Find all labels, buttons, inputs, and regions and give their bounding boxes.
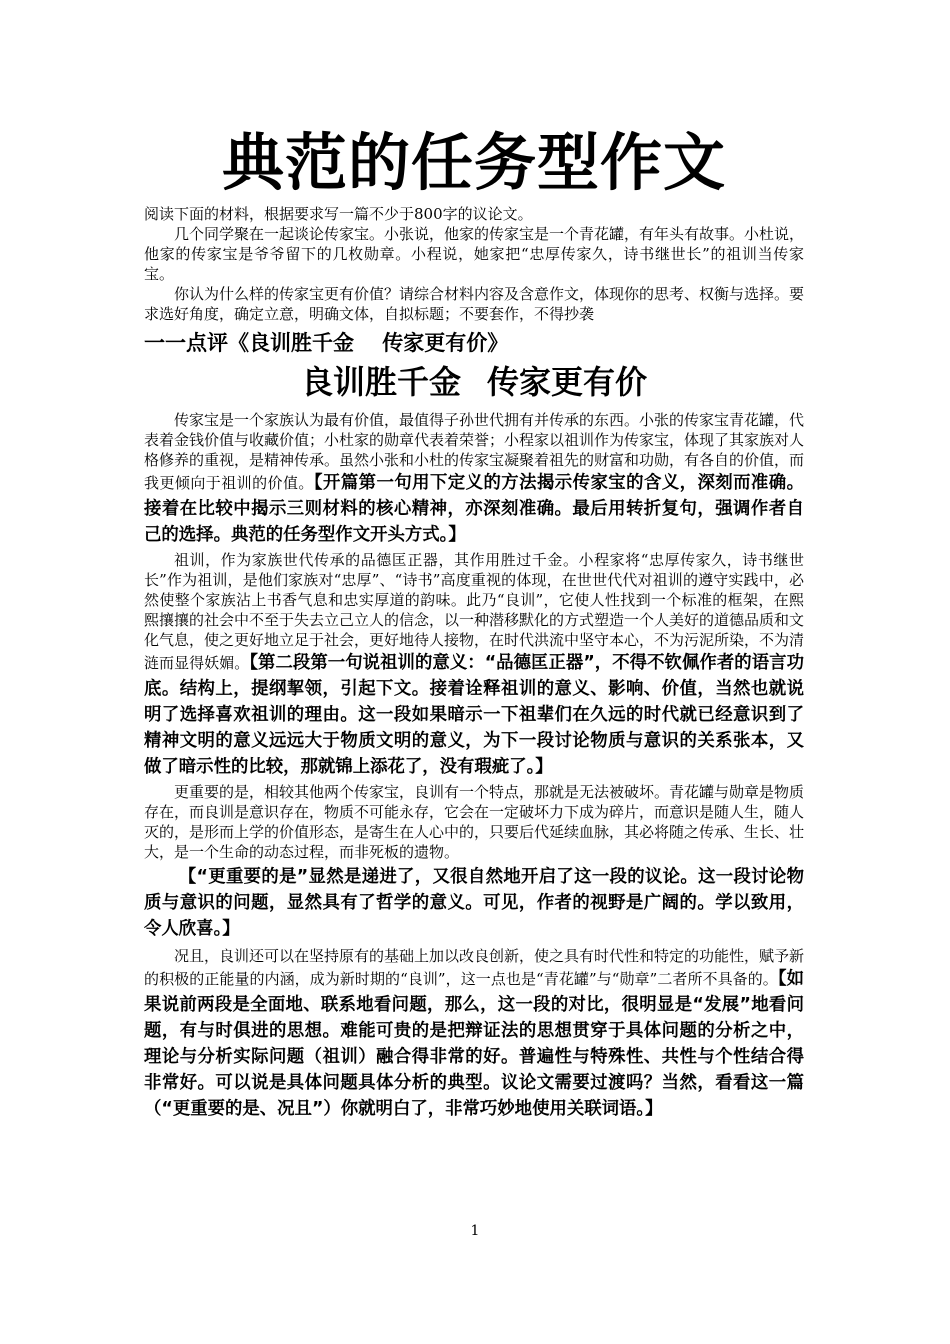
document-title: 典范的任务型作文 bbox=[221, 126, 726, 199]
review-comment-paragraph: 【“更重要的是”显然是递进了，又很自然地开启了这一段的议论。这一段讨论物质与意识的问题，显然具有了哲学的意义。可见，作者的视野是广阔的。学以致用，令人欣喜。】 bbox=[144, 867, 804, 939]
document-body bbox=[144, 126, 804, 1124]
essay-title-part2: 传家更有价 bbox=[487, 363, 648, 401]
essay-paragraph-1 bbox=[144, 410, 804, 548]
essay-paragraph-text: 祖训，作为家族世代传承的品德匡正器，其作用胜过千金。小程家将“忠厚传家久，诗书继世长”作为祖训，是他们家族对“忠厚”、“诗书”高度重视的体现，在世世代代对祖训的遵守实践中，必然使整个家族沾上书香气息和忠实厚道的韵味。此乃“良训”，它使人性找到一个标准的框架，在熙熙攘攘的社会中不至于失去立己立人的信念，以一种潜移默化的方式塑造一个人美好的道德品质和文化气息，使之更好地立足于社会，更好地待人接物，在时代洪流中坚守本心，不为污泥所染，不为清涟而显得妖媚。 bbox=[144, 551, 805, 672]
prompt-instruction: 阅读下面的材料，根据要求写一篇不少于800字的议论文。 bbox=[144, 205, 533, 223]
prompt-requirement: 你认为什么样的传家宝更有价值？请综合材料内容及含意作文，体现你的思考、权衡与选择。要求选好角度，确定立意，明确文体，自拟标题；不要套作，不得抄袭 bbox=[144, 285, 805, 323]
essay-paragraph-2 bbox=[144, 550, 804, 780]
section-heading: 一一点评《良训胜千金 传家更有价》 bbox=[144, 330, 509, 355]
essay-title bbox=[144, 360, 804, 404]
essay-paragraph-4 bbox=[144, 946, 804, 1122]
prompt-material: 几个同学聚在一起谈论传家宝。小张说，他家的传家宝是一个青花罐，有年头有故事。小杜说，他家的传家宝是爷爷留下的几枚勋章。小程说，她家把“忠厚传家久，诗书继世长”的祖训当传家宝。 bbox=[144, 225, 805, 283]
essay-title-part1: 良训胜千金 bbox=[300, 363, 461, 401]
essay-paragraph-text: 传家宝是一个家族认为最有价值，最值得子孙世代拥有并传承的东西。小张的传家宝青花罐，代表着金钱价值与收藏价值；小杜家的勋章代表着荣誉；小程家以祖训作为传家宝，体现了其家族对人格修养的重视，是精神传承。虽然小张和小杜的传家宝凝聚着祖先的财富和功勋，有各自的价值，而我更倾向于祖训的价值。 bbox=[144, 411, 805, 492]
essay-paragraph-text: 况且，良训还可以在坚持原有的基础上加以改良创新，使之具有时代性和特定的功能性，赋予新的积极的正能量的内涵，成为新时期的“良训”，这一点也是“青花罐”与“勋章”二者所不具备的。 bbox=[144, 947, 805, 988]
essay-paragraph-3 bbox=[144, 782, 804, 862]
review-comment: 【第二段第一句说祖训的意义：“品德匡正器”，不得不钦佩作者的语言功底。结构上，提纲挈领，引起下文。接着诠释祖训的意义、影响、价值，当然也就说明了选择喜欢祖训的理由。这一段如果暗示一下祖辈们在久远的时代就已经意识到了精神文明的意义远远大于物质文明的意义，为下一段讨论物质与意识的关系张本，又做了暗示性的比较，那就锦上添花了，没有瑕疵了。】 bbox=[144, 653, 804, 777]
review-comment: 【开篇第一句用下定义的方法揭示传家宝的含义，深刻而准确。接着在比较中揭示三则材料的核心精神，亦深刻准确。最后用转折复句，强调作者自己的选择。典范的任务型作文开头方式。】 bbox=[144, 473, 804, 545]
page-number: 1 bbox=[470, 1223, 480, 1239]
review-comment: 【如果说前两段是全面地、联系地看问题，那么，这一段的对比，很明显是“发展”地看问题，有与时俱进的思想。难能可贵的是把辩证法的思想贯穿于具体问题的分析之中，理论与分析实际问题（祖训）融合得非常的好。普遍性与特殊性、共性与个性结合得非常好。可以说是具体问题具体分析的典型。议论文需要过渡吗？当然，看看这一篇（“更重要的是、况且”）你就明白了，非常巧妙地使用关联词语。】 bbox=[144, 969, 804, 1119]
essay-paragraph-text: 更重要的是，相较其他两个传家宝，良训有一个特点，那就是无法被破坏。青花罐与勋章是物质存在，而良训是意识存在，物质不可能永存，它会在一定破坏力下成为碎片，而意识是随人生，随人灭的，是形而上学的价值形态，是寄生在人心中的，只要后代延续血脉，其必将随之传承、生长、壮大，是一个生命的动态过程，而非死板的遗物。 bbox=[144, 783, 805, 861]
